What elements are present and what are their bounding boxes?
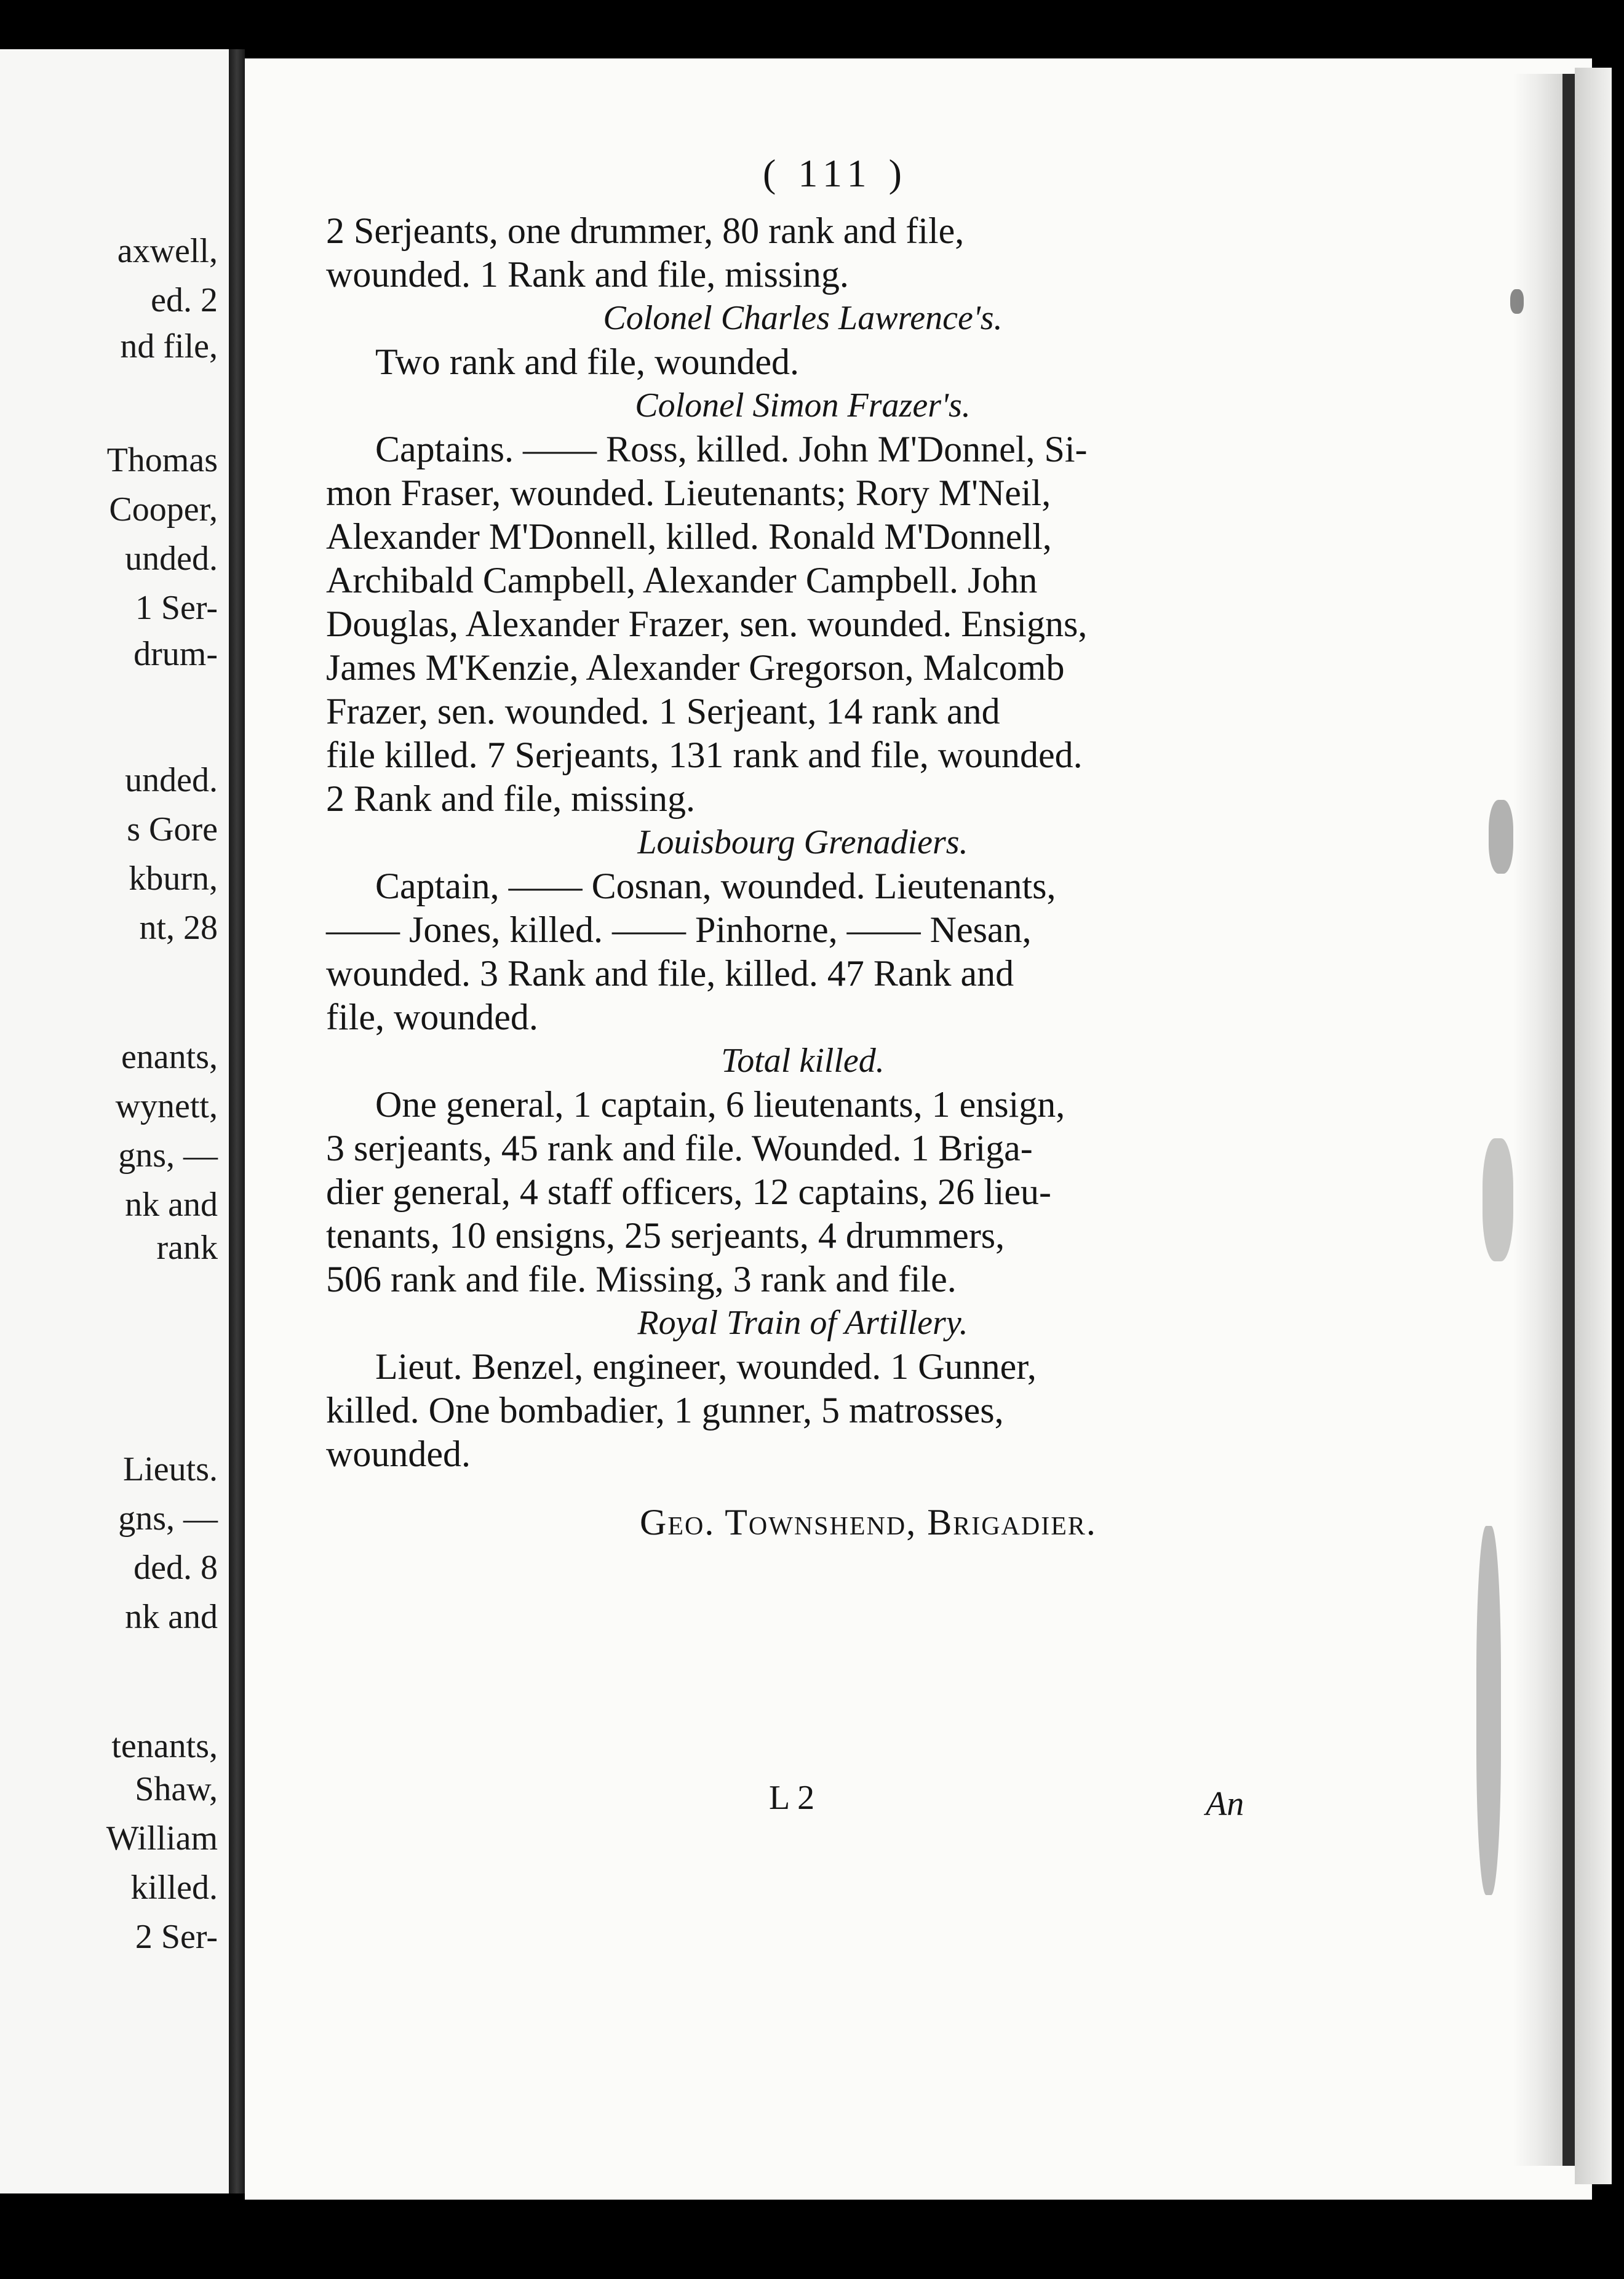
facing-page-line: nk and [125, 1598, 218, 1636]
text-line: Lieut. Benzel, engineer, wounded. 1 Gunner, [375, 1346, 1037, 1387]
facing-page-line: Thomas [106, 441, 218, 479]
facing-page-line: kburn, [129, 860, 218, 898]
signature-mark: L 2 [769, 1779, 815, 1817]
facing-page-line: enants, [121, 1038, 218, 1076]
facing-page-line: unded. [125, 540, 218, 578]
facing-page-fragment [0, 49, 229, 2193]
facing-page-line: Lieuts. [123, 1450, 218, 1488]
text-line: Alexander M'Donnell, killed. Ronald M'Donnell, [326, 516, 1052, 557]
facing-page-line: Shaw, [135, 1770, 218, 1808]
text-line: Captains. —— Ross, killed. John M'Donnel, Si- [375, 429, 1088, 469]
text-line: wounded. 1 Rank and file, missing. [326, 254, 849, 295]
text-line: James M'Kenzie, Alexander Gregorson, Malcomb [326, 647, 1065, 688]
facing-page-line: 1 Ser- [135, 589, 218, 627]
text-line: Archibald Campbell, Alexander Campbell. John [326, 560, 1038, 601]
text-line: —— Jones, killed. —— Pinhorne, —— Nesan, [326, 909, 1032, 950]
ink-smudge [1489, 800, 1513, 874]
facing-page-line: nd file, [120, 327, 218, 365]
text-line: tenants, 10 ensigns, 25 serjeants, 4 drummers, [326, 1215, 1005, 1256]
ink-smudge [1476, 1526, 1501, 1895]
page-edge-line [1562, 74, 1575, 2166]
facing-page-line: nk and [125, 1186, 218, 1224]
facing-page-line: s Gore [127, 810, 218, 848]
body-text [326, 209, 1280, 1476]
text-line: 506 rank and file. Missing, 3 rank and file. [326, 1259, 957, 1299]
facing-page-line: nt, 28 [139, 909, 218, 947]
text-line: Douglas, Alexander Frazer, sen. wounded. Ensigns, [326, 604, 1088, 644]
facing-page-line: gns, — [118, 1499, 218, 1538]
facing-page-line: unded. [125, 761, 218, 799]
text-line: Frazer, sen. wounded. 1 Serjeant, 14 rank and [326, 691, 1000, 732]
facing-page-line: tenants, [111, 1727, 218, 1765]
facing-page-line: rank [156, 1229, 218, 1267]
text-line: 3 serjeants, 45 rank and file. Wounded. 1 Briga- [326, 1128, 1033, 1168]
facing-page-line: wynett, [115, 1087, 218, 1125]
text-line: 2 Serjeants, one drummer, 80 rank and file, [326, 210, 965, 251]
section-heading: Louisbourg Grenadiers. [637, 823, 968, 861]
signature: Geo. Townshend, Brigadier. [640, 1502, 1097, 1543]
facing-page-line: ded. 8 [133, 1549, 218, 1587]
facing-page-line: gns, — [118, 1136, 218, 1175]
text-line: wounded. 3 Rank and file, killed. 47 Rank and [326, 953, 1014, 994]
facing-page-line: Cooper, [109, 490, 218, 529]
facing-page-line: drum- [133, 635, 218, 673]
section-heading: Colonel Simon Frazer's. [635, 386, 971, 425]
facing-page-line: axwell, [117, 232, 218, 270]
facing-page-line: William [106, 1819, 218, 1858]
page-number: ( 111 ) [763, 151, 908, 195]
text-line: mon Fraser, wounded. Lieutenants; Rory M'Neil, [326, 473, 1051, 513]
text-line: 2 Rank and file, missing. [326, 778, 695, 819]
text-line: dier general, 4 staff officers, 12 captains, 26 lieu- [326, 1171, 1052, 1212]
ink-smudge [1510, 289, 1524, 314]
ink-smudge [1483, 1138, 1513, 1261]
facing-page-line: ed. 2 [151, 281, 218, 319]
section-heading: Colonel Charles Lawrence's. [603, 299, 1003, 337]
facing-page-line: 2 Ser- [135, 1918, 218, 1956]
text-line: killed. One bombadier, 1 gunner, 5 matrosses, [326, 1390, 1004, 1431]
text-line: wounded. [326, 1434, 471, 1474]
text-line: file killed. 7 Serjeants, 131 rank and file, wounded. [326, 735, 1083, 775]
next-page-edge [1575, 68, 1612, 2184]
text-line: file, wounded. [326, 997, 538, 1037]
text-line: Captain, —— Cosnan, wounded. Lieutenants, [375, 866, 1056, 906]
text-line: Two rank and file, wounded. [375, 341, 799, 382]
catchword: An [1206, 1785, 1244, 1823]
book-gutter [229, 49, 245, 2193]
section-heading: Royal Train of Artillery. [637, 1304, 968, 1342]
section-heading: Total killed. [721, 1042, 885, 1080]
facing-page-line: killed. [130, 1869, 218, 1907]
text-line: One general, 1 captain, 6 lieutenants, 1 ensign, [375, 1084, 1065, 1125]
